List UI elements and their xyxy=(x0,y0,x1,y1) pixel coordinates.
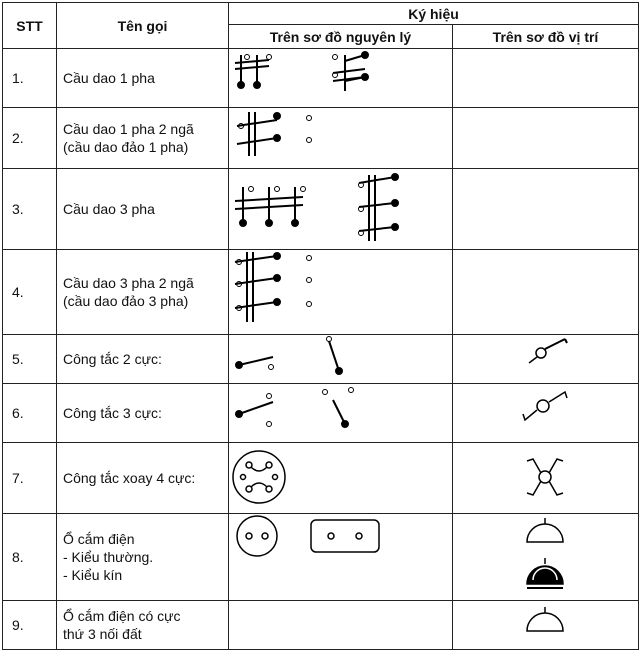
header-vi-tri: Trên sơ đồ vị trí xyxy=(453,25,639,49)
name-line: - Kiểu kín xyxy=(63,567,123,583)
row-name xyxy=(57,335,229,384)
row-name xyxy=(57,514,229,601)
name-line: Công tắc 2 cực: xyxy=(63,351,162,367)
name-line: (cầu dao đảo 3 pha) xyxy=(63,293,189,309)
position-symbol-socket xyxy=(453,514,639,601)
row-name xyxy=(57,443,229,514)
name-line: Công tắc 3 cực: xyxy=(63,405,162,421)
row-name xyxy=(57,601,229,650)
table-row xyxy=(3,49,639,108)
symbol-table xyxy=(2,2,639,650)
name-line: Cầu dao 3 pha xyxy=(63,201,155,217)
name-line: Ổ cắm điện xyxy=(63,531,135,547)
name-line: Cầu dao 1 pha xyxy=(63,70,155,86)
header-stt: STT xyxy=(3,3,57,49)
schematic-symbol-two-pole-switch xyxy=(229,335,453,384)
schematic-symbol-three-phase-switch xyxy=(229,169,453,250)
position-symbol-empty xyxy=(453,169,639,250)
table-row xyxy=(3,601,639,650)
schematic-symbol-three-pole-switch xyxy=(229,384,453,443)
name-line: Ổ cắm điện có cực xyxy=(63,608,181,624)
schematic-symbol-socket xyxy=(229,514,453,601)
row-name xyxy=(57,108,229,169)
position-symbol-empty xyxy=(453,49,639,108)
header-nguyen-ly: Trên sơ đồ nguyên lý xyxy=(229,25,453,49)
row-number: 6. xyxy=(3,384,57,443)
schematic-symbol-single-phase-switch xyxy=(229,49,453,108)
row-name xyxy=(57,169,229,250)
position-symbol-empty xyxy=(453,250,639,335)
position-symbol-two-pole-switch xyxy=(453,335,639,384)
position-symbol-empty xyxy=(453,108,639,169)
row-name xyxy=(57,250,229,335)
schematic-symbol-empty xyxy=(229,601,453,650)
schematic-symbol-three-phase-changeover xyxy=(229,250,453,335)
row-number: 2. xyxy=(3,108,57,169)
header-ten-goi: Tên gọi xyxy=(57,3,229,49)
row-number: 1. xyxy=(3,49,57,108)
name-line: Cầu dao 1 pha 2 ngã xyxy=(63,121,194,137)
row-number: 9. xyxy=(3,601,57,650)
row-number: 8. xyxy=(3,514,57,601)
table-row xyxy=(3,335,639,384)
name-line: thứ 3 nối đất xyxy=(63,626,142,642)
name-line: Công tắc xoay 4 cực: xyxy=(63,470,196,486)
position-symbol-rotary-switch xyxy=(453,443,639,514)
position-symbol-grounded-socket xyxy=(453,601,639,650)
name-line: (cầu dao đảo 1 pha) xyxy=(63,139,189,155)
table-row xyxy=(3,169,639,250)
row-number: 7. xyxy=(3,443,57,514)
table-row xyxy=(3,384,639,443)
table-row xyxy=(3,250,639,335)
schematic-symbol-rotary-switch xyxy=(229,443,453,514)
table-row xyxy=(3,443,639,514)
row-number: 4. xyxy=(3,250,57,335)
position-symbol-three-pole-switch xyxy=(453,384,639,443)
table-row xyxy=(3,108,639,169)
header-ky-hieu: Ký hiệu xyxy=(229,3,639,25)
row-name xyxy=(57,49,229,108)
row-name xyxy=(57,384,229,443)
schematic-symbol-single-phase-changeover xyxy=(229,108,453,169)
table-row xyxy=(3,514,639,601)
row-number: 5. xyxy=(3,335,57,384)
name-line: - Kiểu thường. xyxy=(63,549,154,565)
name-line: Cầu dao 3 pha 2 ngã xyxy=(63,275,194,291)
row-number: 3. xyxy=(3,169,57,250)
